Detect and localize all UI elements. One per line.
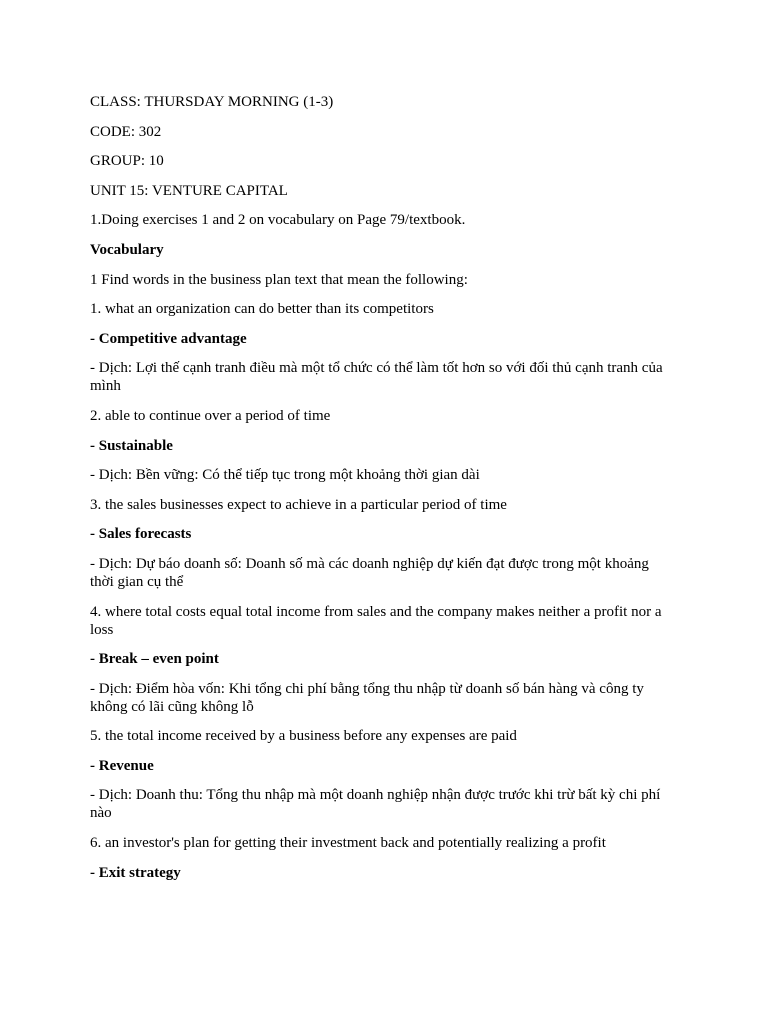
answer-prefix: - bbox=[90, 330, 99, 347]
group-line: GROUP: 10 bbox=[90, 153, 164, 170]
code-line: CODE: 302 bbox=[90, 123, 162, 140]
translation-4: - Dịch: Điểm hòa vốn: Khi tổng chi phí bằng tổng thu nhập từ doanh số bán hàng và công ty không có lãi cũng không lỗ bbox=[90, 680, 644, 715]
question-6: 6. an investor's plan for getting their investment back and potentially realizing a profit bbox=[90, 835, 606, 852]
question-4: 4. where total costs equal total income from sales and the company makes neither a profit nor a loss bbox=[90, 603, 662, 638]
translation-1: - Dịch: Lợi thế cạnh tranh điều mà một tổ chức có thể làm tốt hơn so với đối thủ cạnh tranh của mình bbox=[90, 360, 663, 395]
answer-4 bbox=[90, 650, 672, 668]
section-heading-vocabulary: Vocabulary bbox=[90, 241, 164, 258]
answer-prefix: - bbox=[90, 757, 99, 774]
question-1: 1. what an organization can do better than its competitors bbox=[90, 301, 434, 318]
answer-prefix: - bbox=[90, 864, 99, 881]
answer-term: Revenue bbox=[98, 757, 154, 774]
answer-term: Sales forecasts bbox=[98, 526, 192, 543]
answer-prefix: - bbox=[90, 526, 99, 543]
answer-prefix: - bbox=[90, 437, 99, 454]
translation-2: - Dịch: Bền vững: Có thể tiếp tục trong một khoảng thời gian dài bbox=[90, 467, 480, 484]
translation-3: - Dịch: Dự báo doanh số: Doanh số mà các doanh nghiệp dự kiến đạt được trong một khoảng thời gian cụ thể bbox=[90, 555, 649, 590]
answer-3 bbox=[90, 525, 672, 543]
answer-term: Competitive advantage bbox=[98, 330, 247, 347]
translation-5: - Dịch: Doanh thu: Tổng thu nhập mà một doanh nghiệp nhận được trước khi trừ bất kỳ chi phí nào bbox=[90, 787, 661, 822]
document-body bbox=[90, 93, 672, 893]
answer-term: Sustainable bbox=[98, 437, 173, 454]
class-line: CLASS: THURSDAY MORNING (1-3) bbox=[90, 94, 334, 110]
answer-6 bbox=[90, 864, 672, 882]
question-2: 2. able to continue over a period of time bbox=[90, 407, 331, 424]
answer-1 bbox=[90, 330, 672, 348]
answer-prefix: - bbox=[90, 651, 99, 668]
answer-term: Exit strategy bbox=[98, 864, 181, 881]
answer-5 bbox=[90, 757, 672, 775]
unit-title: UNIT 15: VENTURE CAPITAL bbox=[90, 182, 288, 199]
exercise-instruction: 1 Find words in the business plan text that mean the following: bbox=[90, 271, 468, 288]
answer-2 bbox=[90, 437, 672, 455]
answer-term: Break – even point bbox=[98, 651, 219, 668]
question-3: 3. the sales businesses expect to achieve in a particular period of time bbox=[90, 496, 507, 513]
task-line: 1.Doing exercises 1 and 2 on vocabulary on Page 79/textbook. bbox=[90, 212, 466, 229]
question-5: 5. the total income received by a business before any expenses are paid bbox=[90, 728, 517, 745]
